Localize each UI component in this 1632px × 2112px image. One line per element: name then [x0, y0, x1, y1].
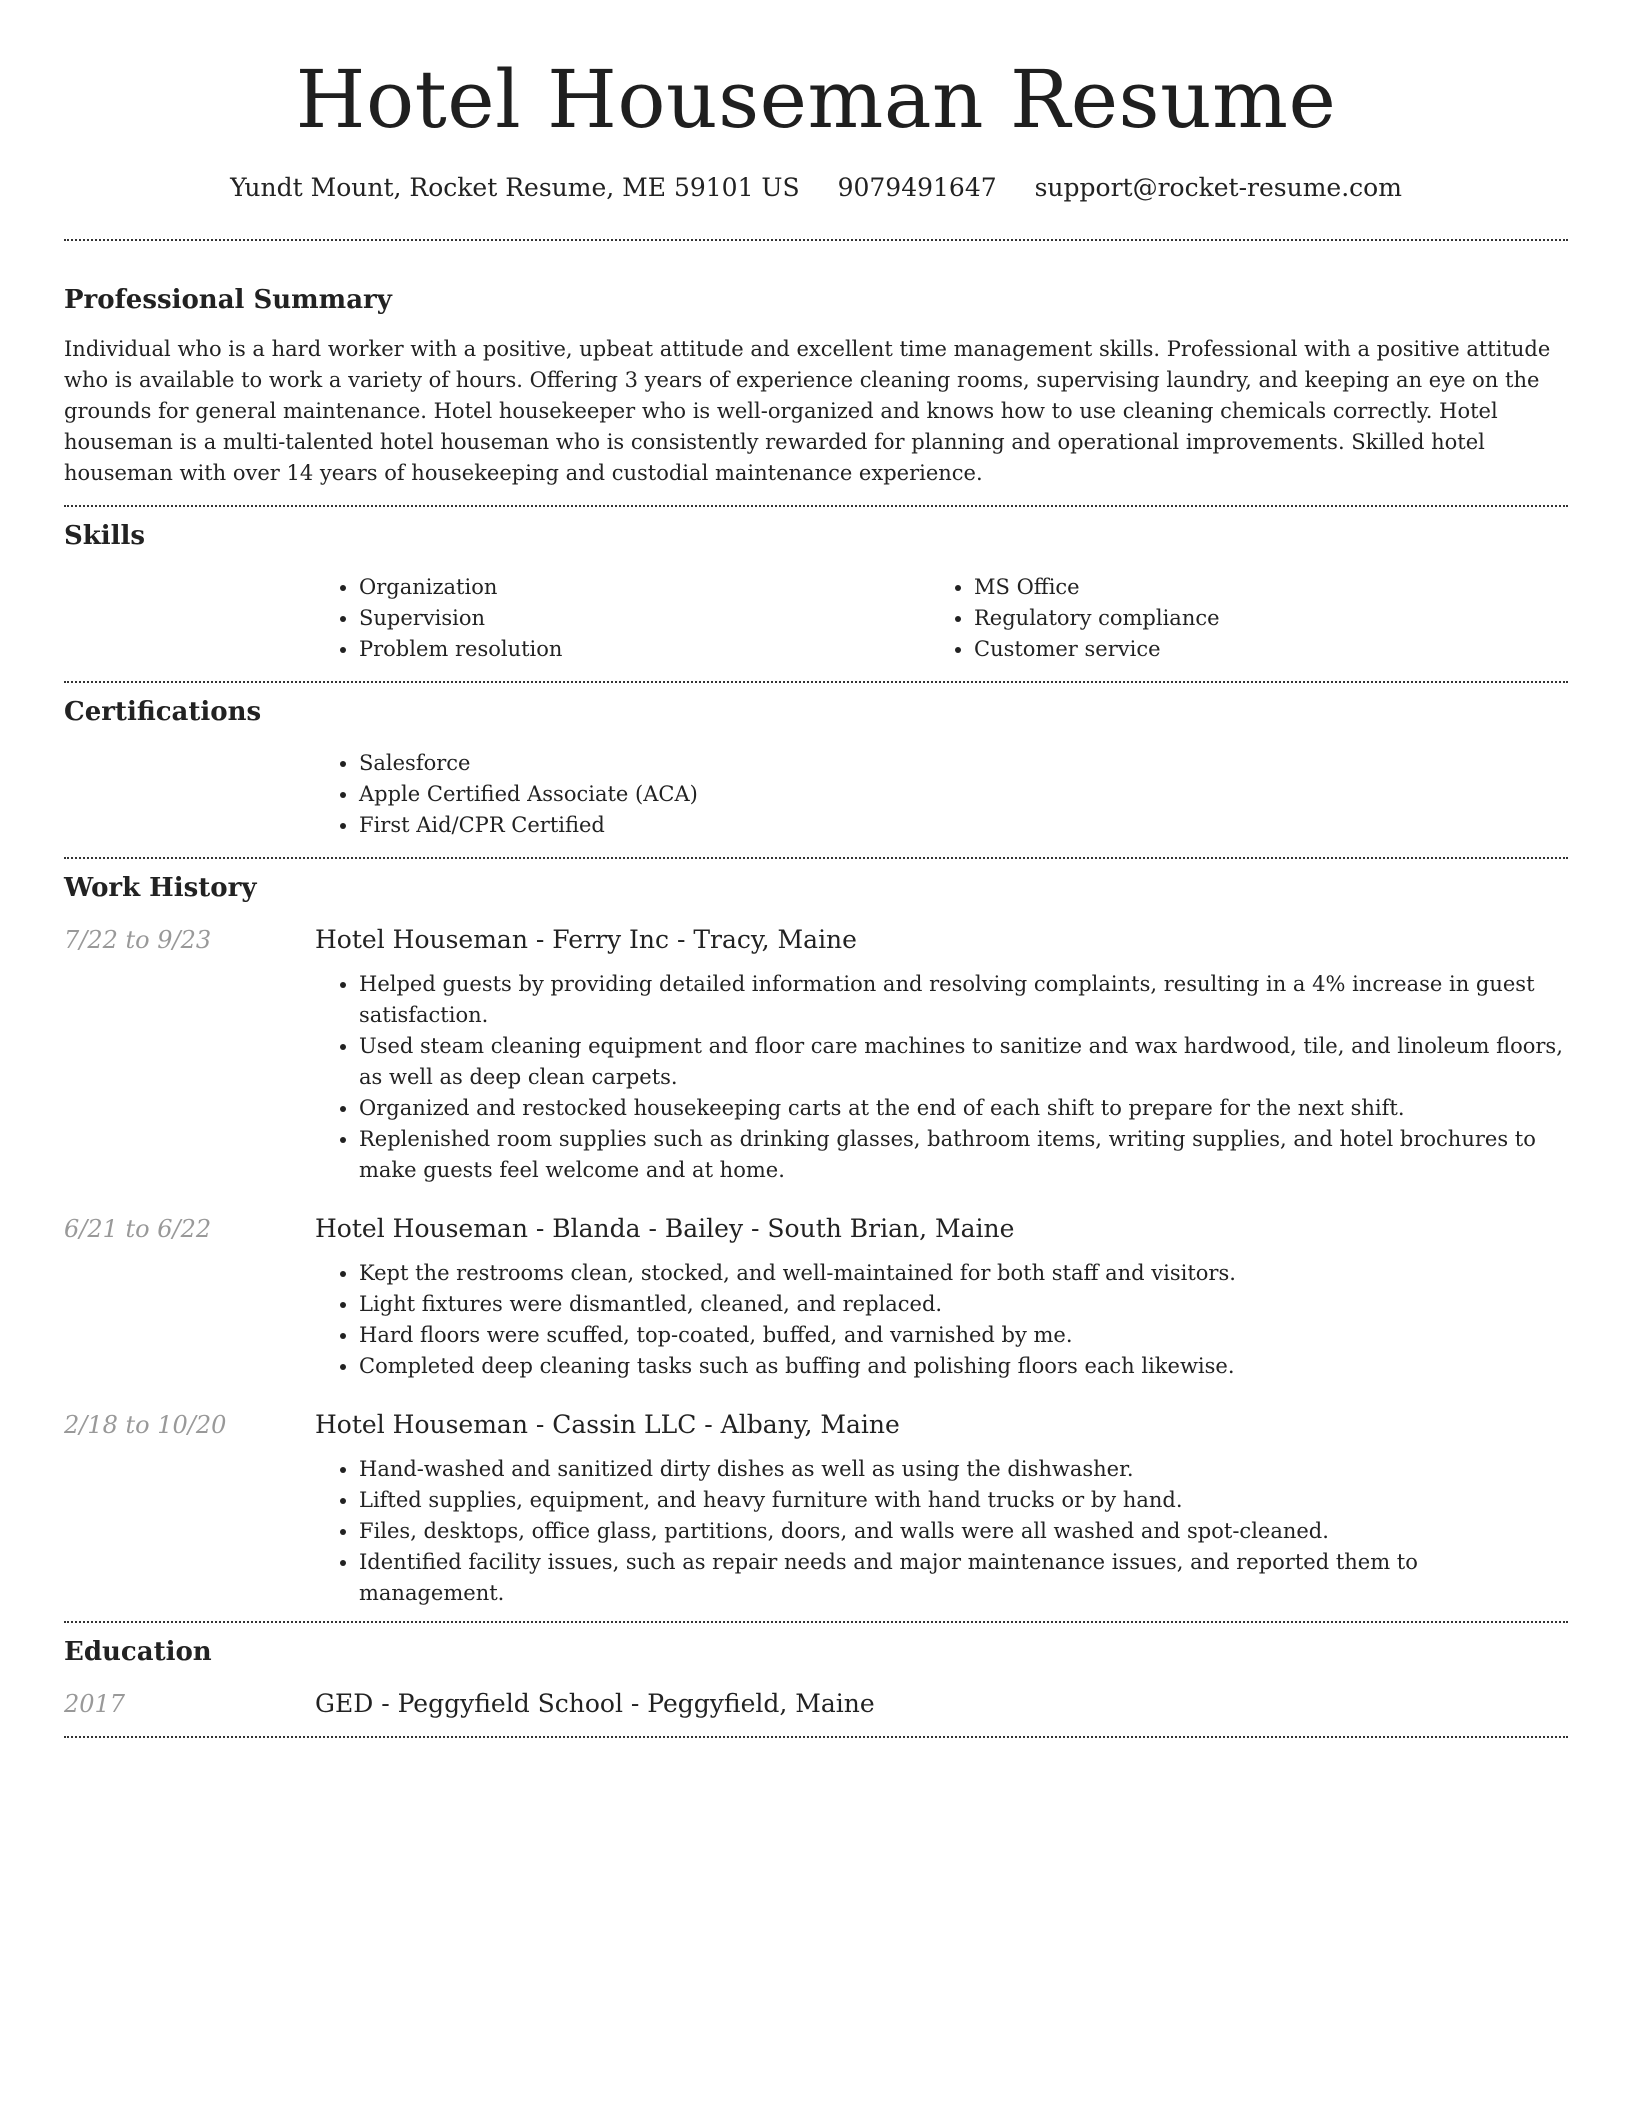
certifications-list-wrap [315, 748, 1568, 841]
education-year: 2017 [64, 1690, 126, 1718]
job-bullet: • Lifted supplies, equipment, and heavy furniture with hand trucks or by hand. [359, 1485, 1568, 1516]
job-bullet: • Light fixtures were dismantled, cleaned, and replaced. [359, 1289, 1568, 1320]
job-bullet: • Files, desktops, office glass, partitions, doors, and walls were all washed and spot-cleaned. [359, 1516, 1568, 1547]
job-bullet: • Identified facility issues, such as repair needs and major maintenance issues, and reported them to management. [359, 1547, 1568, 1609]
divider [64, 1736, 1568, 1738]
job-bullet: • Replenished room supplies such as drinking glasses, bathroom items, writing supplies, and hotel brochures to make guests feel welcome and at home. [359, 1124, 1568, 1186]
divider [64, 505, 1568, 507]
contact-address: Yundt Mount, Rocket Resume, ME 59101 US [230, 173, 800, 202]
job-entry [64, 1214, 1568, 1382]
job-dates: 2/18 to 10/20 [64, 1411, 227, 1439]
job-heading: Hotel Houseman - Ferry Inc - Tracy, Maine [315, 925, 857, 954]
skill-item: • Regulatory compliance [974, 603, 1545, 634]
summary-section [64, 283, 1568, 489]
job-bullet: • Used steam cleaning equipment and floor care machines to sanitize and wax hardwood, tile, and linoleum floors, as well as deep clean carpets. [359, 1031, 1568, 1093]
job-heading: Hotel Houseman - Blanda - Bailey - South Brian, Maine [315, 1214, 1015, 1243]
job-bullet: • Helped guests by providing detailed information and resolving complaints, resulting in a 4% increase in guest satisfaction. [359, 969, 1568, 1031]
education-entry [64, 1689, 1568, 1718]
divider [64, 1621, 1568, 1623]
work-history-section [64, 871, 1568, 1609]
job-entry [64, 1410, 1568, 1609]
certification-item: • Apple Certified Associate (ACA) [359, 779, 1568, 810]
skills-heading: Skills [64, 521, 146, 551]
certification-item: • Salesforce [359, 748, 1568, 779]
education-section [64, 1635, 1568, 1718]
job-bullet: • Completed deep cleaning tasks such as buffing and polishing floors each likewise. [359, 1351, 1568, 1382]
skill-item: • Supervision [359, 603, 930, 634]
skills-column-right [930, 572, 1545, 665]
divider [64, 857, 1568, 859]
job-header [64, 1214, 1568, 1243]
job-bullet: • Hand-washed and sanitized dirty dishes as well as using the dishwasher. [359, 1454, 1568, 1485]
contact-line [64, 172, 1568, 204]
summary-heading: Professional Summary [64, 285, 392, 315]
skill-item: • MS Office [974, 572, 1545, 603]
job-bullets [315, 969, 1568, 1186]
job-heading: Hotel Houseman - Cassin LLC - Albany, Maine [315, 1410, 900, 1439]
work-history-heading: Work History [64, 873, 257, 903]
certification-item: • First Aid/CPR Certified [359, 810, 1568, 841]
job-header [64, 1410, 1568, 1439]
resume-page [64, 0, 1568, 1738]
job-bullet: • Hard floors were scuffed, top-coated, buffed, and varnished by me. [359, 1320, 1568, 1351]
certifications-section [64, 695, 1568, 841]
certifications-list [315, 748, 1568, 841]
skills-section [64, 519, 1568, 665]
job-bullet: • Kept the restrooms clean, stocked, and well-maintained for both staff and visitors. [359, 1258, 1568, 1289]
skill-item: • Organization [359, 572, 930, 603]
divider [64, 681, 1568, 683]
contact-phone: 9079491647 [837, 173, 997, 202]
contact-email: support@rocket-resume.com [1034, 173, 1402, 202]
job-entry [64, 925, 1568, 1186]
job-bullets [315, 1258, 1568, 1382]
skills-list [315, 572, 1568, 665]
certifications-heading: Certifications [64, 697, 262, 727]
education-heading: Education [64, 1637, 212, 1667]
job-header [64, 925, 1568, 954]
job-bullet: • Organized and restocked housekeeping carts at the end of each shift to prepare for the next shift. [359, 1093, 1568, 1124]
skill-item: • Customer service [974, 634, 1545, 665]
summary-text: Individual who is a hard worker with a positive, upbeat attitude and excellent time management skills. Professional with a positive attitude who is available to work a variety of hours. Offering 3 years of experience cleaning rooms, supervising laundry, and keeping an eye on the grounds for general maintenance. Hotel housekeeper who is well-organized and knows how to use cleaning chemicals correctly. Hotel houseman is a multi-talented hotel houseman who is consistently rewarded for planning and operational improvements. Skilled hotel houseman with over 14 years of housekeeping and custodial maintenance experience. [64, 337, 1551, 485]
skill-item: • Problem resolution [359, 634, 930, 665]
job-dates: 7/22 to 9/23 [64, 926, 212, 954]
job-bullets [315, 1454, 1568, 1609]
job-dates: 6/21 to 6/22 [64, 1215, 212, 1243]
skills-column-left [315, 572, 930, 665]
divider [64, 239, 1568, 241]
education-heading-line: GED - Peggyfield School - Peggyfield, Maine [315, 1689, 875, 1718]
resume-title: Hotel Houseman Resume [295, 53, 1337, 146]
